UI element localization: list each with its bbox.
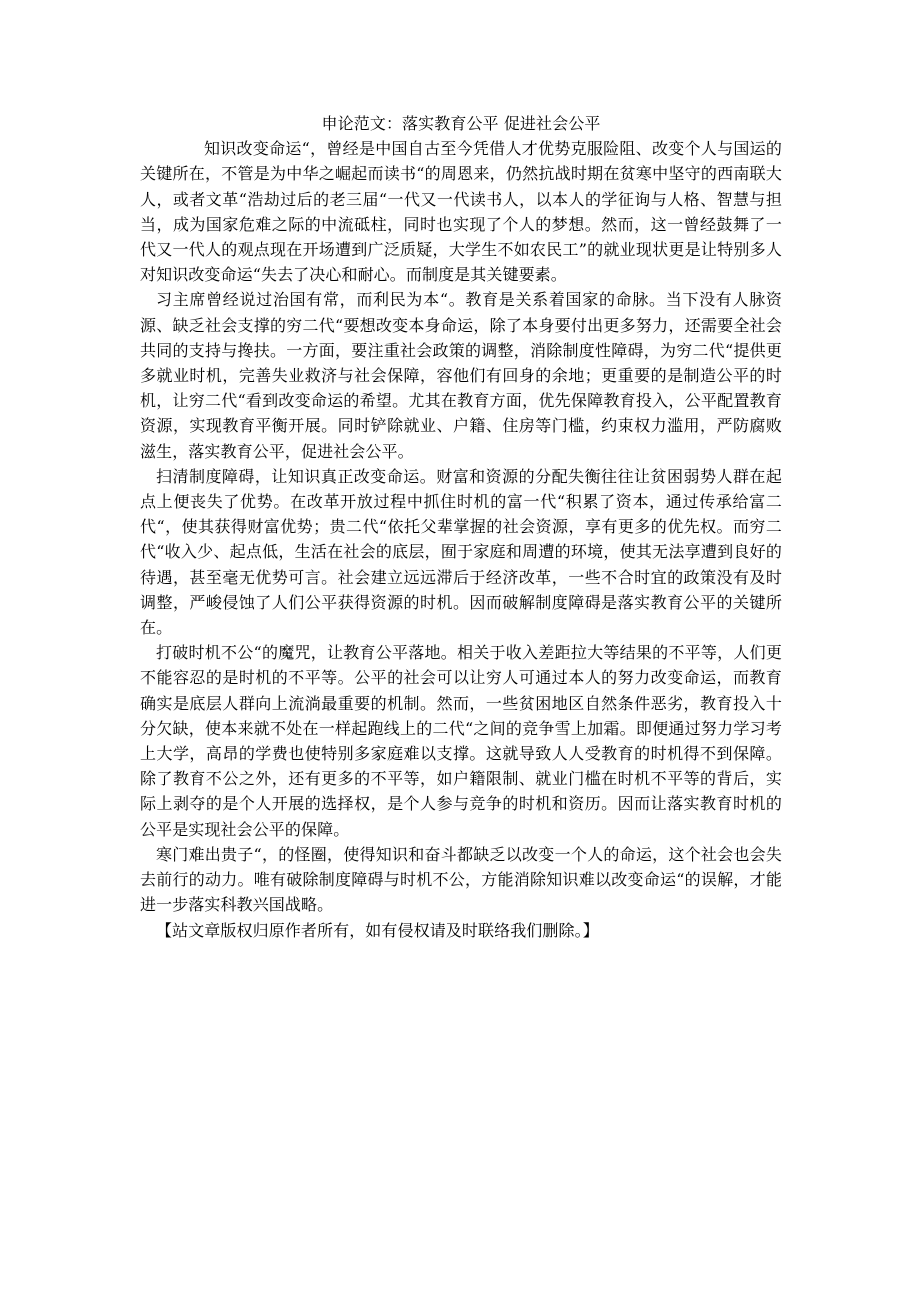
paragraph-1: 知识改变命运“，曾经是中国自古至今凭借人才优势克服险阻、改变个人与国运的关键所在，不管是为中华之崛起而读书“的周恩来，仍然抗战时期在贫寒中坚守的西南联大人，或者文革“浩劫过后的老三届“一代又一代读书人，以本人的学征询与人格、智慧与担当，成为国家危难之际的中流砥柱，同时也实现了个人的梦想。然而，这一曾经鼓舞了一代又一代人的观点现在开场遭到广泛质疑，大学生不如农民工”的就业现状更是让特别多人对知识改变命运“失去了决心和耐心。而制度是其关键要素。 <box>140 139 782 285</box>
paragraph-4: 打破时机不公“的魔咒，让教育公平落地。相关于收入差距拉大等结果的不平等，人们更不能容忍的是时机的不平等。公平的社会可以让穷人可通过本人的努力改变命运，而教育确实是底层人群向上流淌最重要的机制。然而，一些贫困地区自然条件恶劣，教育投入十分欠缺，使本来就不处在一样起跑线上的二代“之间的竞争雪上加霜。即便通过努力学习考上大学，高昂的学费也使特别多家庭难以支撑。这就导致人人受教育的时机得不到保障。除了教育不公之外，还有更多的不平等，如户籍限制、就业门槛在时机不平等的背后，实际上剥夺的是个人开展的选择权，是个人参与竞争的时机和资历。因而让落实教育时机的公平是实现社会公平的保障。 <box>140 643 782 839</box>
document-body <box>140 111 782 943</box>
paragraph-5: 寒门难出贵子“，的怪圈，使得知识和奋斗都缺乏以改变一个人的命运，这个社会也会失去前行的动力。唯有破除制度障碍与时机不公，方能消除知识难以改变命运“的误解，才能进一步落实科教兴国战略。 <box>140 844 782 915</box>
copyright-notice: 【站文章版权归原作者所有，如有侵权请及时联络我们删除。】 <box>156 920 599 940</box>
paragraph-2: 习主席曾经说过治国有常，而利民为本“。教育是关系着国家的命脉。当下没有人脉资源、缺乏社会支撑的穷二代“要想改变本身命运，除了本身要付出更多努力，还需要全社会共同的支持与搀扶。一方面，要注重社会政策的调整，消除制度性障碍，为穷二代“提供更多就业时机，完善失业救济与社会保障，容他们有回身的余地；更重要的是制造公平的时机，让穷二代“看到改变命运的希望。尤其在教育方面，优先保障教育投入，公平配置教育资源，实现教育平衡开展。同时铲除就业、户籍、住房等门槛，约束权力滥用，严防腐败滋生，落实教育公平，促进社会公平。 <box>140 290 782 461</box>
document-title: 申论范文：落实教育公平 促进社会公平 <box>321 114 601 133</box>
paragraph-3: 扫清制度障碍，让知识真正改变命运。财富和资源的分配失衡往往让贫困弱势人群在起点上便丧失了优势。在改革开放过程中抓住时机的富一代“积累了资本，通过传承给富二代“，使其获得财富优势；贵二代“依托父辈掌握的社会资源，享有更多的优先权。而穷二代“收入少、起点低，生活在社会的底层，囿于家庭和周遭的环境，使其无法享遭到良好的待遇，甚至毫无优势可言。社会建立远远滞后于经济改革，一些不合时宜的政策没有及时调整，严峻侵蚀了人们公平获得资源的时机。因而破解制度障碍是落实教育公平的关键所在。 <box>140 466 782 638</box>
